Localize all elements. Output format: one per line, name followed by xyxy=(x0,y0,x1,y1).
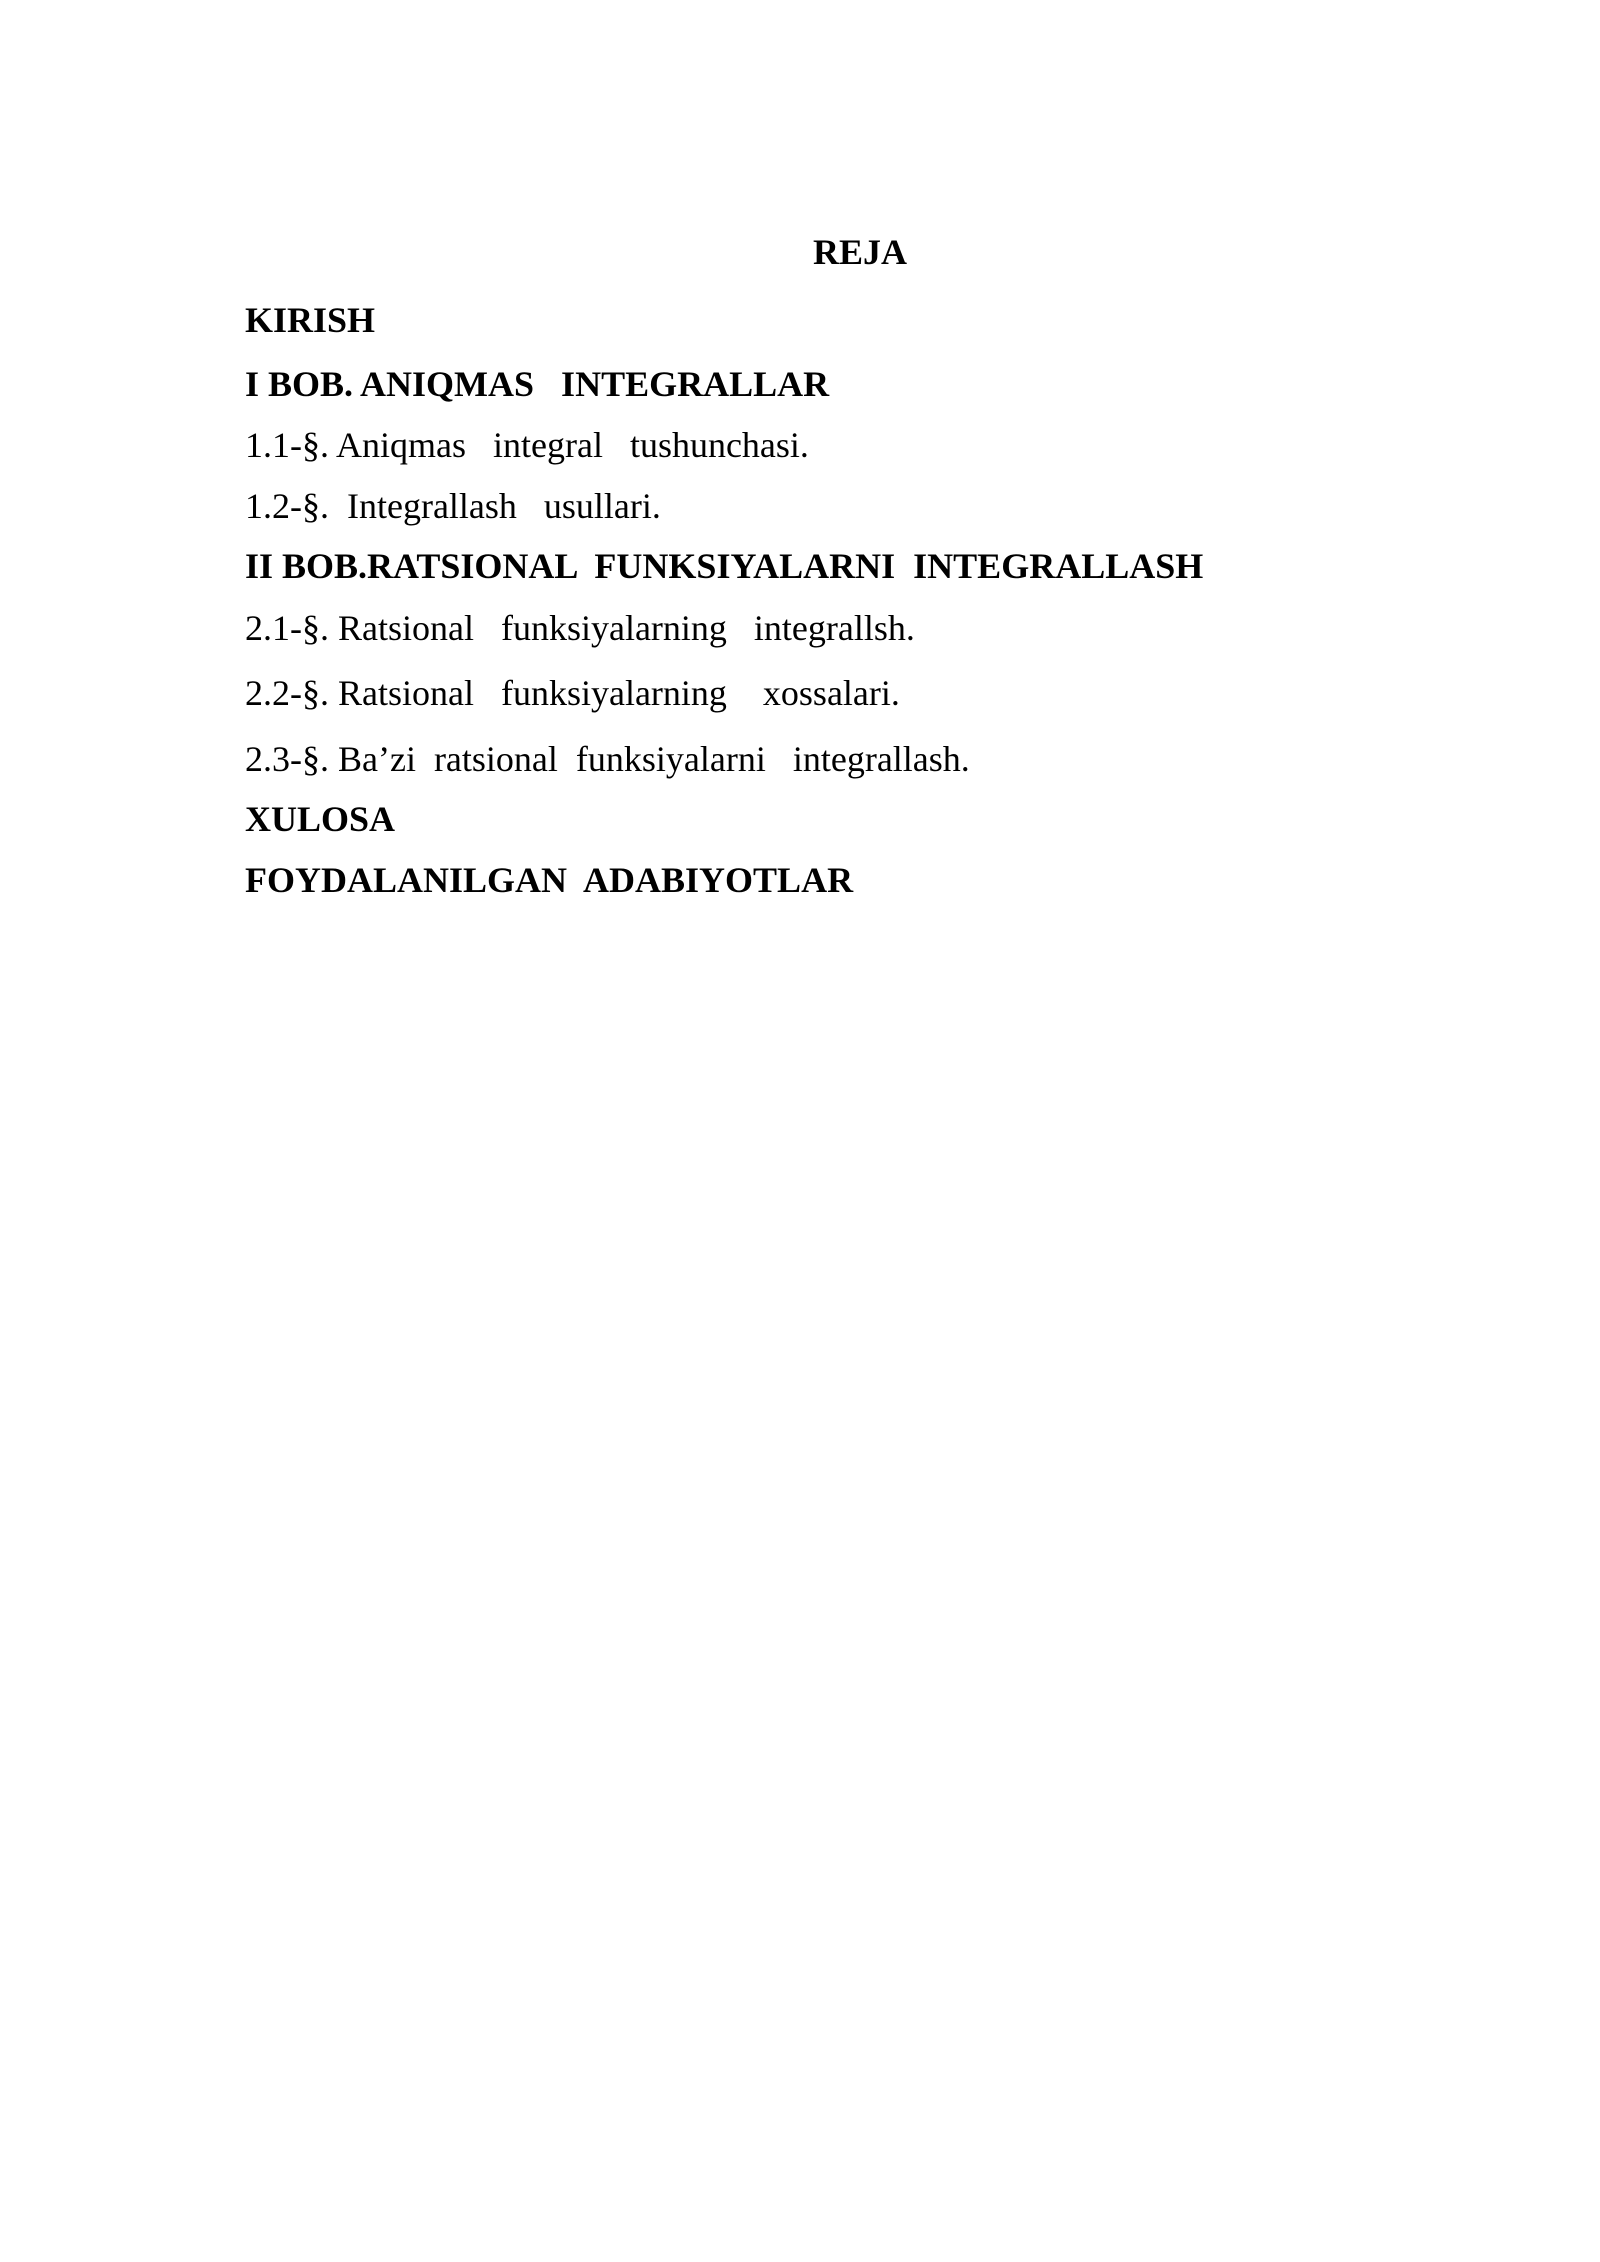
page-title: REJA xyxy=(812,232,907,272)
toc-item-section-2-3: 2.3-§. Ba’zi ratsional funksiyalarni integrallash. xyxy=(245,739,970,779)
toc-item-section-2-2: 2.2-§. Ratsional funksiyalarning xossalari. xyxy=(245,673,900,713)
toc-item-chapter-2: II BOB.RATSIONAL FUNKSIYALARNI INTEGRALLASH xyxy=(245,546,1204,586)
toc-item-kirish: KIRISH xyxy=(245,300,376,340)
toc-item-section-2-1: 2.1-§. Ratsional funksiyalarning integrallsh. xyxy=(245,608,915,648)
toc-item-references: FOYDALANILGAN ADABIYOTLAR xyxy=(245,860,854,900)
toc-item-chapter-1: I BOB. ANIQMAS INTEGRALLAR xyxy=(245,364,830,404)
toc-item-section-1-1: 1.1-§. Aniqmas integral tushunchasi. xyxy=(245,425,809,465)
toc-item-section-1-2: 1.2-§. Integrallash usullari. xyxy=(245,486,661,526)
toc-item-xulosa: XULOSA xyxy=(245,799,396,839)
